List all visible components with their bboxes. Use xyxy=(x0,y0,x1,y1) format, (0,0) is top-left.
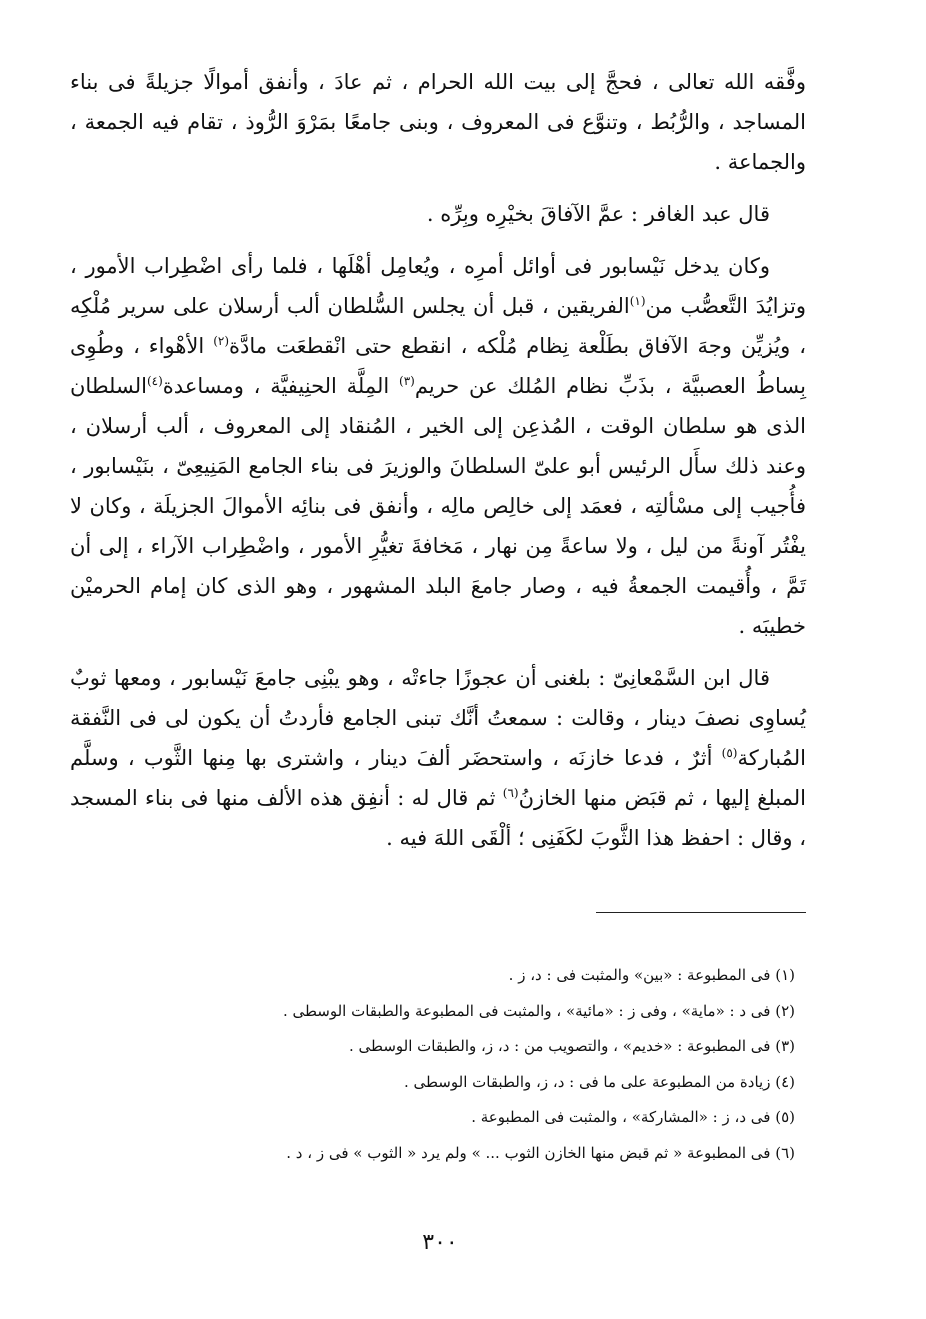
paragraph-3-text: الأهْواء ، وطُوِى بِساطُ العصبيَّة ، بذَبِّ نظام المُلك عن حريم xyxy=(70,334,807,398)
paragraph-1-text: وفَّقه الله تعالى ، فحجَّ إلى بيت الله الحرام ، ثم عادَ ، وأنفق أموالًا جزيلةً فى بناء المساجد ، والرُّبُط ، وتنوَّع فى المعروف ، وبنى جامعًا بمَرْوَ الرُّوذ ، تقام فيه الجمعة ، والجماعة . xyxy=(70,70,806,174)
paragraph-3-text: السلطان الذى هو سلطان الوقت ، المُذعِن إلى الخير ، المُنقاد إلى المعروف ، ألب أرسلان ، وعند ذلك سأَل الرئيس أبو علىّ السلطانَ والوزيرَ فى بناء الجامع المَنِيعِىّ ، بنَيْسابور ، فأُجيب إلى مسْألتِه ، فعمَد إلى خالِص مالِه ، وأنفق فى بنائِه الأموالَ الجزيلَة ، وكان لا يفْتُر آونةً من ليل ، ولا ساعةً مِن نهار ، مَخافةَ تغيُّرِ الأمور ، واضْطِراب الآراء ، إلى أن تَمَّ ، وأُقيمت الجمعةُ فيه ، وصار جامعَ البلد المشهور ، وهو الذى كان إمام الحرميْن خطيبَه . xyxy=(70,374,806,638)
main-text xyxy=(70,62,806,858)
footnote-marker-6: (٦) xyxy=(502,786,519,800)
footnote-4: (٤) زيادة من المطبوعة على ما فى : د، ز، والطبقات الوسطى . xyxy=(403,1072,795,1091)
paragraph-3 xyxy=(70,246,806,646)
paragraph-2 xyxy=(70,194,806,234)
footnote-marker-4: (٤) xyxy=(146,374,163,388)
footnote-marker-2: (٢) xyxy=(213,334,230,348)
footnote-marker-5: (٥) xyxy=(721,746,738,760)
paragraph-3-text: وكان يدخل نَيْسابور فى أوائل أمرِه ، ويُعامِل أهْلَها ، فلما رأى اضْطِراب الأمور ، وتزايُدَ التَّعصُّب من xyxy=(70,254,806,318)
footnote-marker-3: (٣) xyxy=(399,374,415,388)
paragraph-4-text: قال ابن السَّمْعانِىّ : بلغنى أن عجوزًا جاءتْه ، وهو يبْنِى جامعَ نَيْسابور ، ومعها ثوبٌ يُساوِى نصفَ دينار ، وقالت : سمعتُ أنَّك تبنى الجامع فأردتُ أن يكون لى فى النَّفقة المُباركة xyxy=(70,666,806,770)
page-number: ٣٠٠ xyxy=(422,1230,458,1255)
footnote-3: (٣) فى المطبوعة : «خديم» ، والتصويب من : د، ز، والطبقات الوسطى . xyxy=(349,1037,795,1055)
footnote-1: (١) فى المطبوعة : «بين» والمثبت فى : د، ز . xyxy=(508,966,795,984)
footnote-marker-1: (١) xyxy=(629,294,646,308)
paragraph-2-text: قال عبد الغافر : عمَّ الآفاقَ بخيْرِه وبِرِّه . xyxy=(426,202,770,226)
paragraph-4-text: ثم قال له : أنفِق هذه الألف منها فى بناء المسجد ، وقال : احفظ هذا الثَّوبَ لكَفَنِى ؛ ألْقَى اللهَ فيه . xyxy=(70,786,806,850)
footnote-6: (٦) فى المطبوعة « ثم قبض منها الخازن الثوب ... » ولم يرد « الثوب » فى ز ، د . xyxy=(286,1143,795,1162)
footnote-2: (٢) فى د : «ماية» ، وفى ز : «مائية» ، والمثبت فى المطبوعة والطبقات الوسطى . xyxy=(282,1001,795,1020)
paragraph-3-text: الفريقين ، قبل أن يجلس السُّلطان ألب أرسلان على سرير مُلْكِه ، ويُزيِّن وجهَ الآفاق بطَلْعة نِظام مُلْكه ، انقطع حتى انْقطعَت مادَّة xyxy=(70,294,806,358)
paragraph-1 xyxy=(70,62,806,182)
paragraph-4-text: أثرٌ ، فدعا خازنَه ، واستحضَر ألفَ دينار ، واشترى بها مِنها الثَّوب ، وسلَّم المبلغ إليها ، ثم قبَض منها الخازنُ xyxy=(70,746,806,810)
footnotes xyxy=(70,958,795,1171)
footnote-separator xyxy=(596,912,806,913)
paragraph-4 xyxy=(70,658,806,858)
footnote-5: (٥) فى د، ز : «المشاركة» ، والمثبت فى المطبوعة . xyxy=(471,1108,795,1126)
paragraph-3-text: المِلَّة الحنِيفيَّة ، ومساعدة xyxy=(162,374,400,398)
